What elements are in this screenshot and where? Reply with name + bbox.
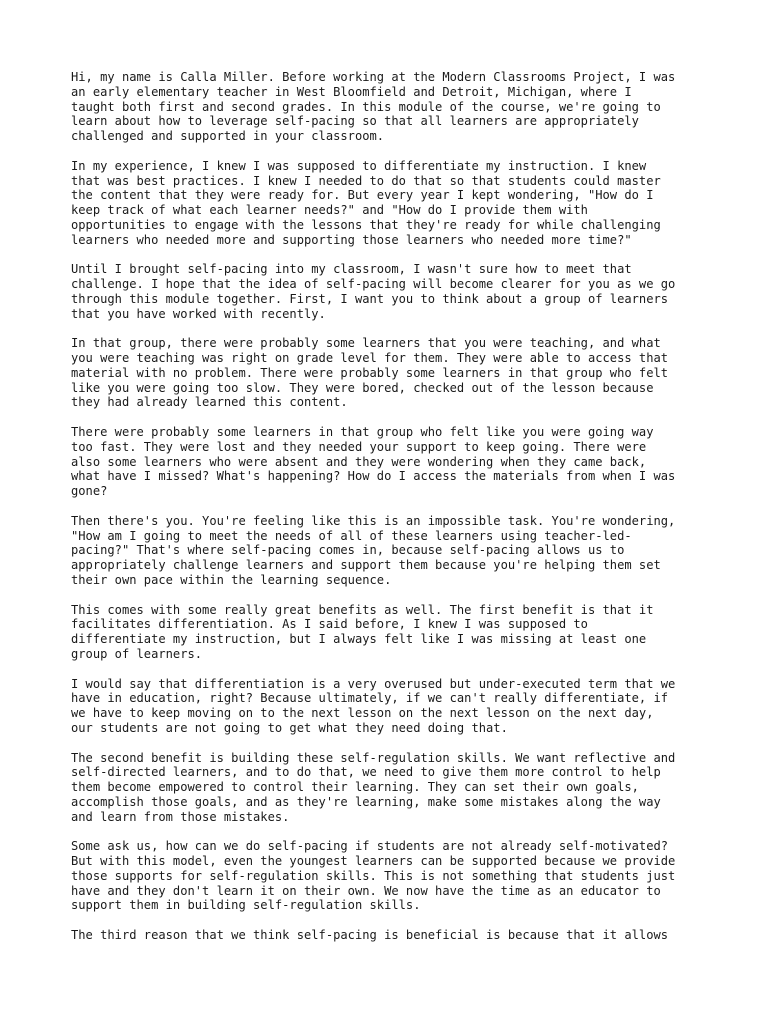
- paragraph-7: This comes with some really great benefits as well. The first benefit is that it facilitates differentiation. As I said before, I knew I was supposed to differentiate my instruction, but I always felt like I was missing at least one group of learners.: [71, 602, 654, 661]
- paragraph-9: The second benefit is building these self-regulation skills. We want reflective and self-directed learners, and to do that, we need to give them more control to help them become empowered to control their learning. They can set their own goals, accomplish those goals, and as they're learning, make some mistakes along the way and learn from those mistakes.: [71, 750, 676, 824]
- paragraph-11: The third reason that we think self-pacing is beneficial is because that it allows: [71, 928, 669, 942]
- document-page: [71, 70, 701, 958]
- paragraph-4: In that group, there were probably some learners that you were teaching, and what you were teaching was right on grade level for them. They were able to access that material with no problem. There were probably some learners in that group who felt like you were going too slow. They were bored, checked out of the lesson because they had already learned this content.: [71, 336, 669, 410]
- paragraph-3: Until I brought self-pacing into my classroom, I wasn't sure how to meet that challenge. I hope that the idea of self-pacing will become clearer for you as we go through this module together. First, I want you to think about a group of learners that you have worked with recently.: [71, 262, 676, 321]
- paragraph-2: In my experience, I knew I was supposed to differentiate my instruction. I knew that was best practices. I knew I needed to do that so that students could master the content that they were ready for. But every year I kept wondering, "How do I keep track of what each learner needs?" and "How do I provide them with opportunities to engage with the lessons that they're ready for while challenging learners who needed more and supporting those learners who needed more time?": [71, 158, 661, 247]
- paragraph-10: Some ask us, how can we do self-pacing if students are not already self-motivated? But with this model, even the youngest learners can be supported because we provide those supports for self-regulation skills. This is not something that students just have and they don't learn it on their own. We now have the time as an educator to support them in building self-regulation skills.: [71, 839, 676, 913]
- paragraph-1: Hi, my name is Calla Miller. Before working at the Modern Classrooms Project, I was an early elementary teacher in West Bloomfield and Detroit, Michigan, where I taught both first and second grades. In this module of the course, we're going to learn about how to leverage self-pacing so that all learners are appropriately challenged and supported in your classroom.: [71, 70, 676, 143]
- paragraph-6: Then there's you. You're feeling like this is an impossible task. You're wondering, "How am I going to meet the needs of all of these learners using teacher-led- pacing?" That's where self-pacing comes in, because self-pacing allows us to appropriately challenge learners and support them because you're helping them set their own pace within the learning sequence.: [71, 513, 676, 587]
- paragraph-5: There were probably some learners in that group who felt like you were going way too fast. They were lost and they needed your support to keep going. There were also some learners who were absent and they were wondering when they came back, what have I missed? What's happening? How do I access the materials from when I was gone?: [71, 425, 676, 498]
- paragraph-8: I would say that differentiation is a very overused but under-executed term that we have in education, right? Because ultimately, if we can't really differentiate, if we have to keep moving on to the next lesson on the next lesson on the next day, our students are not going to get what they need doing that.: [71, 676, 676, 735]
